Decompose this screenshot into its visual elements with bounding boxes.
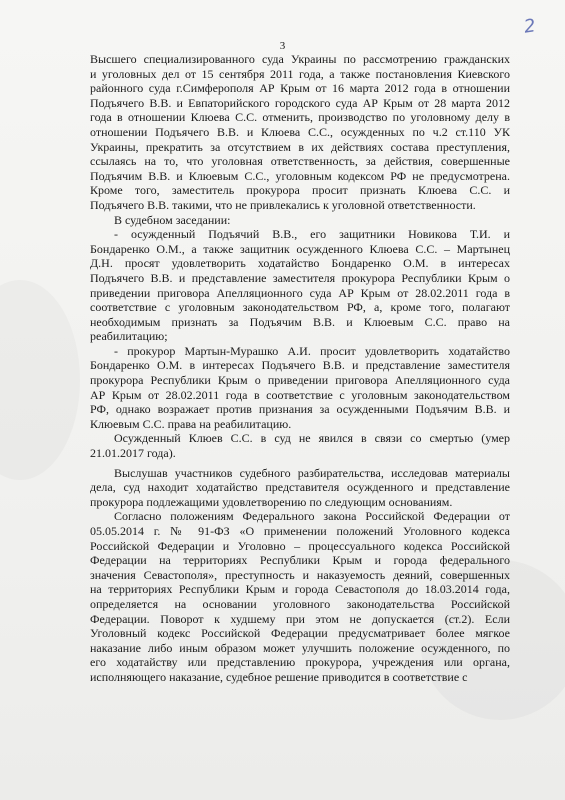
text-line: Федерации на территориях Республики Крым и города федерального [90, 553, 510, 568]
text-line: Клюевым С.С. права на реабилитацию. [90, 416, 292, 431]
text-line: исполняющего наказание, судебное решение приводится в соответствие с [90, 669, 468, 684]
paragraph [90, 52, 510, 213]
text-line: РФ, однако возражает против признания за осужденными Подъячим В.В. и [90, 402, 510, 417]
text-line: 05.05.2014 г. № 91-ФЗ «О применении положений Уголовного кодекса [90, 524, 510, 538]
text-line: года в отношении Клюева С.С. отменить, производство по уголовному делу в [90, 110, 510, 125]
text-line: Выслушав участников судебного разбирательства, исследовав материалы [114, 465, 510, 480]
text-line: на территориях Республики Крым и города Севастополя до 18.03.2014 года, [90, 582, 510, 597]
paragraph [90, 213, 510, 228]
text-line: Украины, прекратить за отсутствием в их действиях состава преступления, [90, 139, 510, 154]
paragraph [90, 344, 510, 432]
text-line: соответствие с уголовным законодательством РФ, а, кроме того, полагают [90, 300, 510, 315]
text-line: Бондаренко О.М. в интересах Подъячего В.В. и представление заместителя [90, 358, 510, 373]
text-line: Бондаренко О.М., а также защитник осужденного Клюева С.С. – Мартынец [90, 241, 510, 256]
text-line: отношении Подъячего В.В. и Клюева С.С., осужденных по ч.2 ст.110 УК [90, 124, 510, 139]
text-line: необходимым признать за Подъячим В.В. и Клюевым С.С. право на [90, 314, 510, 329]
text-line: Подъячим В.В. и Клюевым С.С., уголовным кодексом РФ не предусмотрена. [90, 168, 510, 183]
text-line: реабилитацию; [90, 329, 168, 344]
text-line: Высшего специализированного суда Украины по рассмотрению гражданских [90, 52, 510, 66]
text-line: Согласно положениям Федерального закона Российской Федерации от [114, 509, 510, 524]
text-line: Российской Федерации и Уголовно – процессуального кодекса Российской [90, 538, 510, 553]
text-line: Уголовный кодекс Российской Федерации предусматривает более мягкое [90, 626, 510, 641]
text-line: ссылаясь на то, что уголовная ответственность, за действия, совершенные [90, 154, 510, 169]
text-line: 21.01.2017 года). [90, 446, 176, 461]
text-line: дела, суд находит ходатайство представителя осужденного и представление [90, 480, 510, 495]
text-line: Подъячего В.В. и Евпаторийского городского суда АР Крым от 28 марта 2012 [90, 95, 510, 110]
text-line: приведении приговора Апелляционного суда АР Крым от 28.02.2011 года в [90, 285, 510, 300]
text-line: Федерации. Поворот к худшему при этом не допускается (ст.2). Если [90, 611, 510, 626]
text-line: Подъячего В.В. и представление заместителя прокурора Республики Крым о [90, 270, 510, 285]
text-line: значения Севастополя», преступность и наказуемость деяний, совершенных [90, 567, 510, 582]
text-line: районного суда г.Симферополя АР Крым от 16 марта 2012 года в отношении [90, 81, 510, 96]
text-line: Осужденный Клюев С.С. в суд не явился в связи со смертью (умер [114, 431, 510, 446]
text-line: В судебном заседании: [114, 212, 231, 227]
text-line: прокурора Республики Крым о приведении приговора Апелляционного суда [90, 373, 510, 388]
document-body [90, 52, 510, 685]
text-line: наказание либо иным образом может улучшить положение осужденного, по [90, 640, 510, 655]
text-line: прокурора подлежащими удовлетворению по следующим основаниям. [90, 494, 453, 509]
text-line: Подъячего В.В. такими, что не привлекались к уголовной ответственности. [90, 197, 476, 212]
paper-stain [0, 280, 80, 480]
text-line: и уголовных дел от 15 сентября 2011 года, а также постановления Киевского [90, 66, 510, 81]
text-line: определяется на основании уголовного законодательства Российской [90, 596, 510, 611]
text-line: Кроме того, заместитель прокурора просит признать Клюева С.С. и [90, 183, 510, 198]
text-line: - прокурор Мартын-Мурашко А.И. просит удовлетворить ходатайство [114, 343, 510, 358]
text-line: АР Крым от 28.02.2011 года в соответствие с уголовным законодательством [90, 387, 510, 402]
paragraph [90, 227, 510, 344]
text-line: - осужденный Подъячий В.В., его защитники Новикова Т.И. и [114, 227, 510, 242]
handwritten-page-mark: 2 [522, 15, 537, 38]
paragraph [90, 431, 510, 460]
page-number: 3 [279, 40, 286, 52]
text-line: его ходатайству или представлению прокурора, учреждения или органа, [90, 655, 510, 670]
paragraph [90, 509, 510, 684]
paragraph [90, 466, 510, 510]
text-line: Д.Н. просят удовлетворить ходатайство Бондаренко О.М. в интересах [90, 256, 510, 271]
